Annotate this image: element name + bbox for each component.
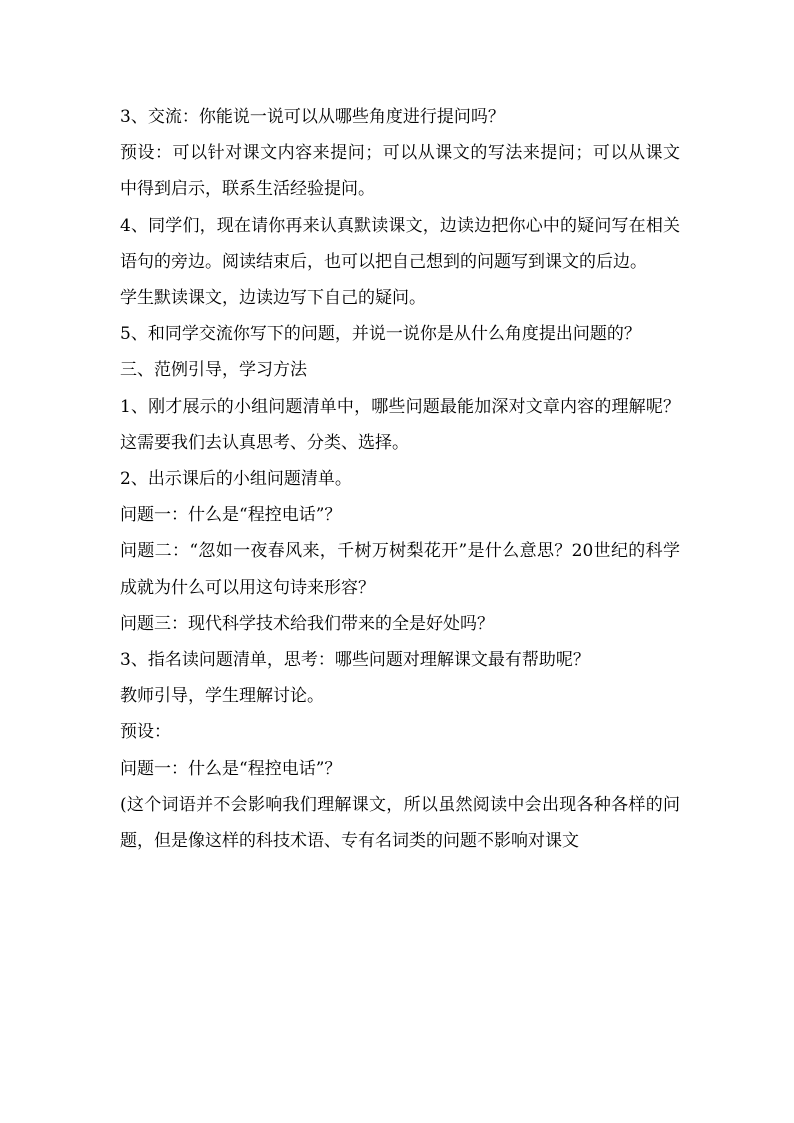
paragraph-16: (这个词语并不会影响我们理解课文，所以虽然阅读中会出现各种各样的问题，但是像这样的科技术语、专有名词类的问题不影响对课文 [120, 794, 680, 852]
question-3: 问题三：现代科学技术给我们带来的全是好处吗？ [120, 613, 494, 634]
paragraph-3: 4、同学们，现在请你再来认真默读课文，边读边把你心中的疑问写在相关语句的旁边。阅读结束后，也可以把自己想到的问题写到课文的后边。 [120, 215, 680, 272]
paragraph-4: 学生默读课文，边读边写下自己的疑问。 [120, 288, 426, 309]
question-1: 问题一：什么是“程控电话”？ [120, 505, 342, 526]
document-body [120, 99, 680, 859]
paragraph-7: 1、刚才展示的小组问题清单中，哪些问题最能加深对文章内容的理解呢？这需要我们去认真思考、分类、选择。 [120, 396, 680, 453]
preset-label: 预设： [120, 722, 171, 743]
section-heading-3: 三、范例引导，学习方法 [120, 360, 307, 381]
preset-question-1: 问题一：什么是“程控电话”？ [120, 758, 342, 779]
paragraph-8: 2、出示课后的小组问题清单。 [120, 469, 352, 490]
paragraph-5: 5、和同学交流你写下的问题，并说一说你是从什么角度提出问题的？ [120, 324, 641, 345]
question-2: 问题二：“忽如一夜春风来，千树万树梨花开”是什么意思？20世纪的科学成就为什么可以用这句诗来形容？ [120, 541, 680, 598]
paragraph-12: 3、指名读问题清单，思考：哪些问题对理解课文最有帮助呢？ [120, 650, 590, 671]
paragraph-2: 预设：可以针对课文内容来提问；可以从课文的写法来提问；可以从课文中得到启示，联系生活经验提问。 [120, 143, 680, 200]
paragraph-13: 教师引导，学生理解讨论。 [120, 686, 324, 707]
paragraph-1: 3、交流：你能说一说可以从哪些角度进行提问吗？ [120, 107, 505, 127]
